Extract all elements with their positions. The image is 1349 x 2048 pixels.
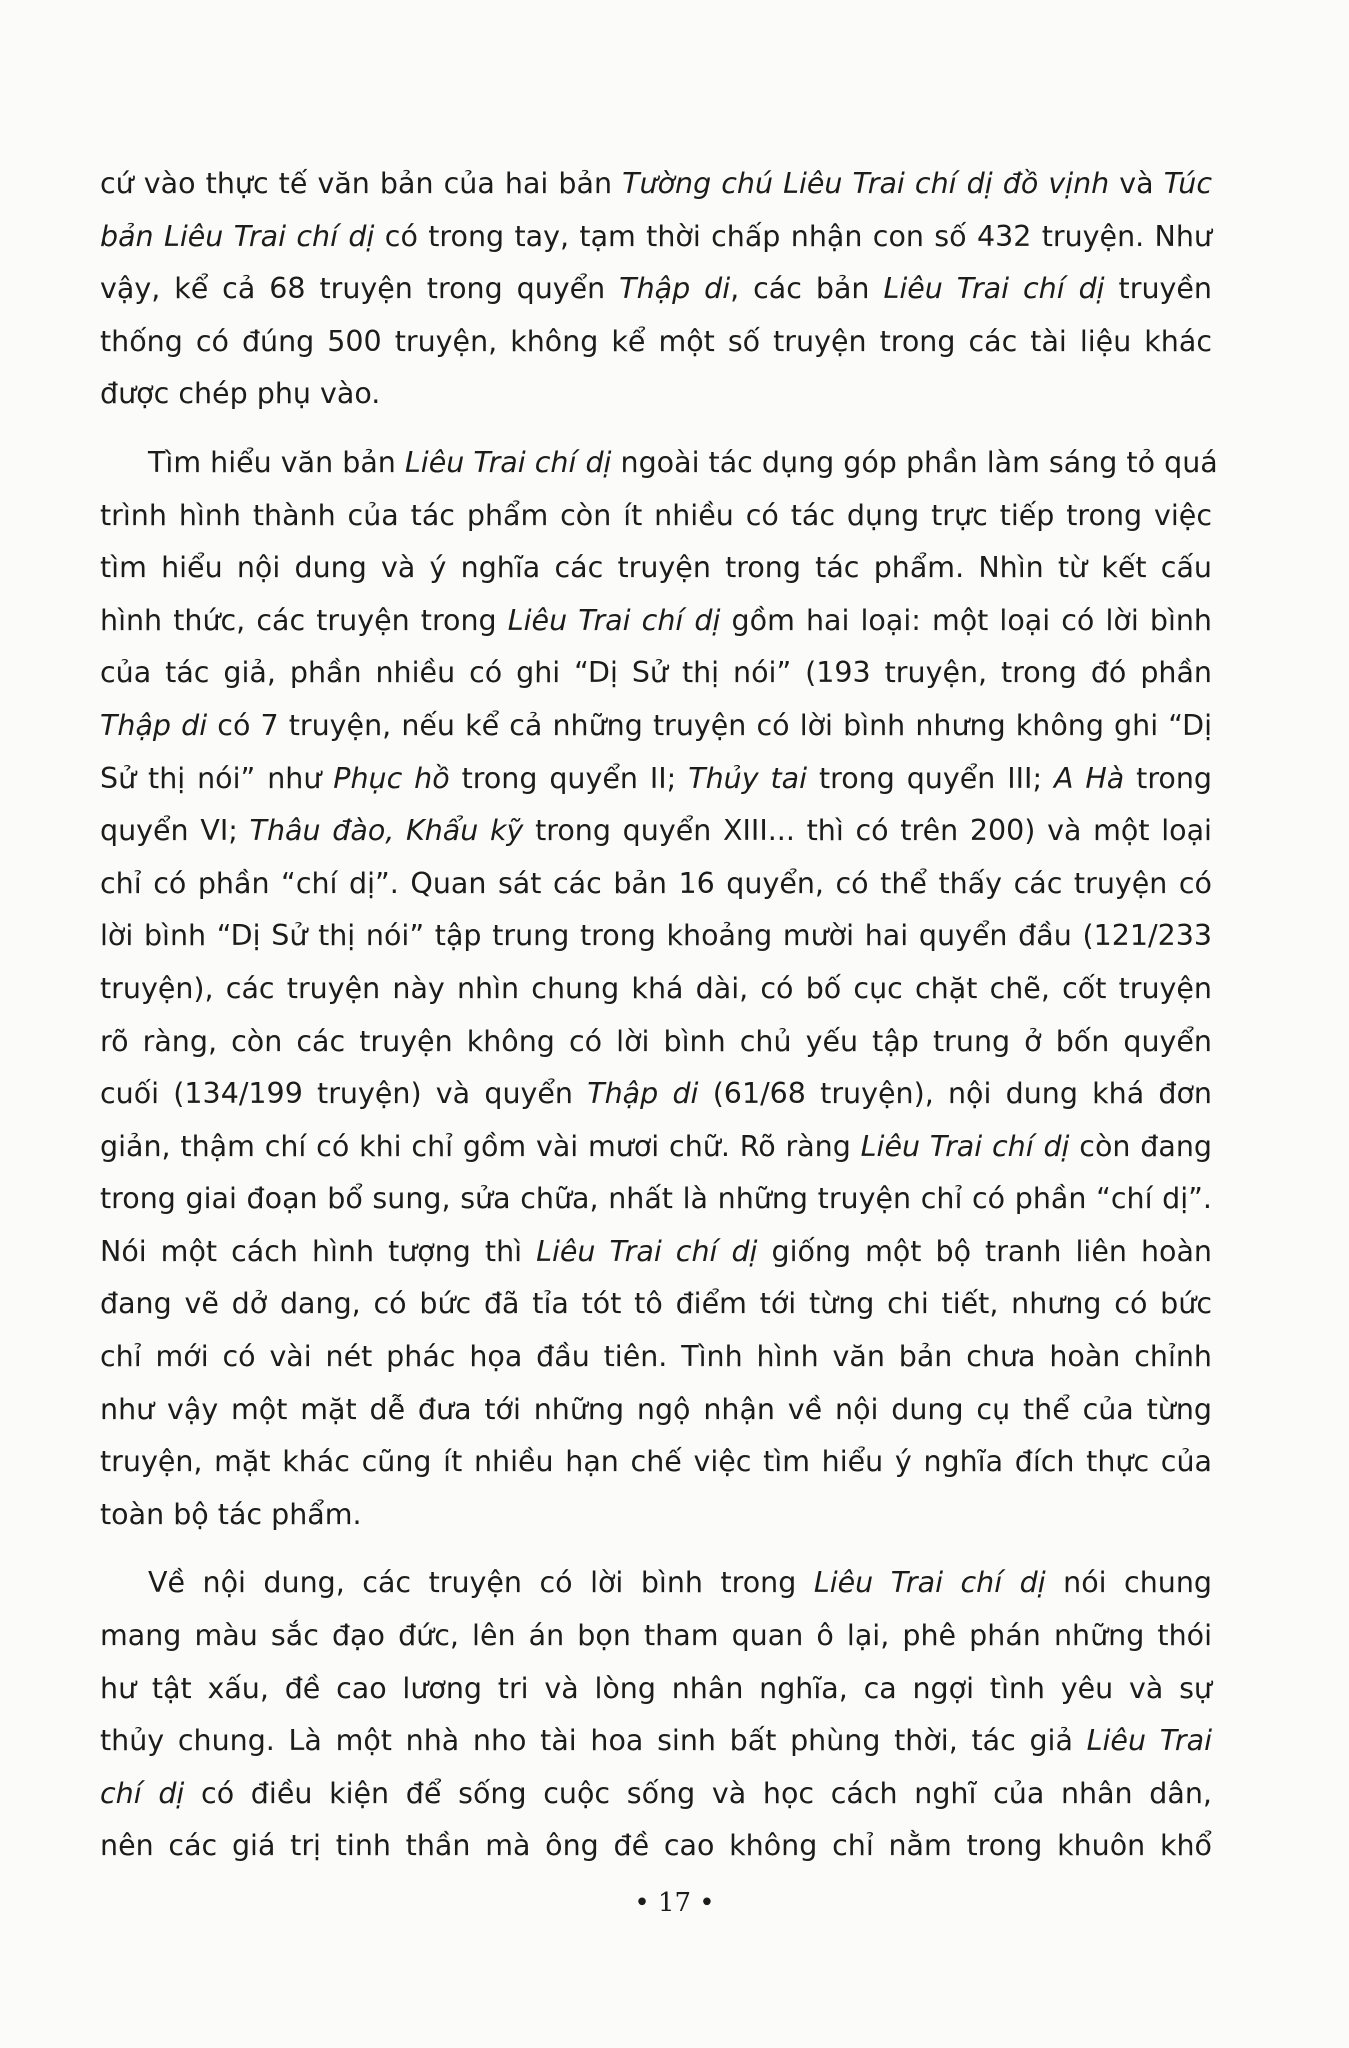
text-line: bản Liêu Trai chí dị có trong tay, tạm thời chấp nhận con số 432 truyện. Như — [100, 219, 1212, 253]
text-line: truyện, mặt khác cũng ít nhiều hạn chế việc tìm hiểu ý nghĩa đích thực của — [100, 1445, 1212, 1479]
text-line: trình hình thành của tác phẩm còn ít nhiều có tác dụng trực tiếp trong việc — [100, 498, 1212, 532]
paragraph-gap — [100, 421, 1212, 437]
text-line: chí dị có điều kiện để sống cuộc sống và học cách nghĩ của nhân dân, — [100, 1776, 1212, 1810]
text-line: Tìm hiểu văn bản Liêu Trai chí dị ngoài tác dụng góp phần làm sáng tỏ quá — [148, 445, 1218, 479]
text-line: cứ vào thực tế văn bản của hai bản Tường chú Liêu Trai chí dị đồ vịnh và Túc — [100, 167, 1212, 200]
text-line: truyện), các truyện này nhìn chung khá dài, có bố cục chặt chẽ, cốt truyện — [100, 971, 1212, 1005]
text-line: thủy chung. Là một nhà nho tài hoa sinh bất phùng thời, tác giả Liêu Trai — [100, 1724, 1213, 1758]
text-line: Thập di có 7 truyện, nếu kể cả những truyện có lời bình nhưng không ghi “Dị — [100, 708, 1212, 742]
paragraph-3 — [100, 1557, 1212, 1873]
page-number: • 17 • — [634, 1888, 715, 1918]
paragraph-1 — [100, 158, 1212, 421]
text-line: tìm hiểu nội dung và ý nghĩa các truyện trong tác phẩm. Nhìn từ kết cấu — [100, 551, 1212, 585]
text-line: mang màu sắc đạo đức, lên án bọn tham quan ô lại, phê phán những thói — [100, 1619, 1212, 1653]
paragraph-2 — [100, 437, 1218, 1541]
text-line: Nói một cách hình tượng thì Liêu Trai chí dị giống một bộ tranh liên hoàn — [100, 1234, 1212, 1268]
text-line: Về nội dung, các truyện có lời bình trong Liêu Trai chí dị nói chung — [148, 1566, 1212, 1600]
page-body — [100, 158, 1218, 1873]
paragraph-gap — [100, 1541, 1212, 1557]
text-line: chỉ có phần “chí dị”. Quan sát các bản 16 quyển, có thể thấy các truyện có — [100, 866, 1212, 900]
text-line: giản, thậm chí có khi chỉ gồm vài mươi chữ. Rõ ràng Liêu Trai chí dị còn đang — [100, 1129, 1212, 1163]
text-line: toàn bộ tác phẩm. — [100, 1497, 362, 1531]
text-line: như vậy một mặt dễ đưa tới những ngộ nhận về nội dung cụ thể của từng — [100, 1392, 1212, 1426]
text-line: Sử thị nói” như Phục hồ trong quyển II; Thủy tai trong quyển III; A Hà trong — [100, 761, 1213, 795]
text-line: cuối (134/199 truyện) và quyển Thập di (61/68 truyện), nội dung khá đơn — [100, 1077, 1212, 1111]
text-line: đang vẽ dở dang, có bức đã tỉa tót tô điểm tới từng chi tiết, nhưng có bức — [100, 1287, 1212, 1321]
text-line: được chép phụ vào. — [100, 377, 381, 411]
text-line: chỉ mới có vài nét phác họa đầu tiên. Tình hình văn bản chưa hoàn chỉnh — [100, 1340, 1212, 1374]
text-line: hư tật xấu, đề cao lương tri và lòng nhân nghĩa, ca ngợi tình yêu và sự — [100, 1671, 1212, 1705]
text-line: của tác giả, phần nhiều có ghi “Dị Sử thị nói” (193 truyện, trong đó phần — [100, 656, 1212, 690]
text-line: nên các giá trị tinh thần mà ông đề cao không chỉ nằm trong khuôn khổ — [100, 1829, 1212, 1863]
text-line: trong giai đoạn bổ sung, sửa chữa, nhất là những truyện chỉ có phần “chí dị”. — [100, 1182, 1212, 1216]
text-line: thống có đúng 500 truyện, không kể một số truyện trong các tài liệu khác — [100, 324, 1212, 358]
text-line: rõ ràng, còn các truyện không có lời bình chủ yếu tập trung ở bốn quyển — [100, 1024, 1212, 1058]
text-line: vậy, kể cả 68 truyện trong quyển Thập di, các bản Liêu Trai chí dị truyền — [100, 272, 1212, 306]
text-line: quyển VI; Thâu đào, Khẩu kỹ trong quyển XIII... thì có trên 200) và một loại — [100, 814, 1212, 848]
text-line: hình thức, các truyện trong Liêu Trai chí dị gồm hai loại: một loại có lời bình — [100, 603, 1212, 637]
text-line: lời bình “Dị Sử thị nói” tập trung trong khoảng mười hai quyển đầu (121/233 — [100, 919, 1212, 953]
